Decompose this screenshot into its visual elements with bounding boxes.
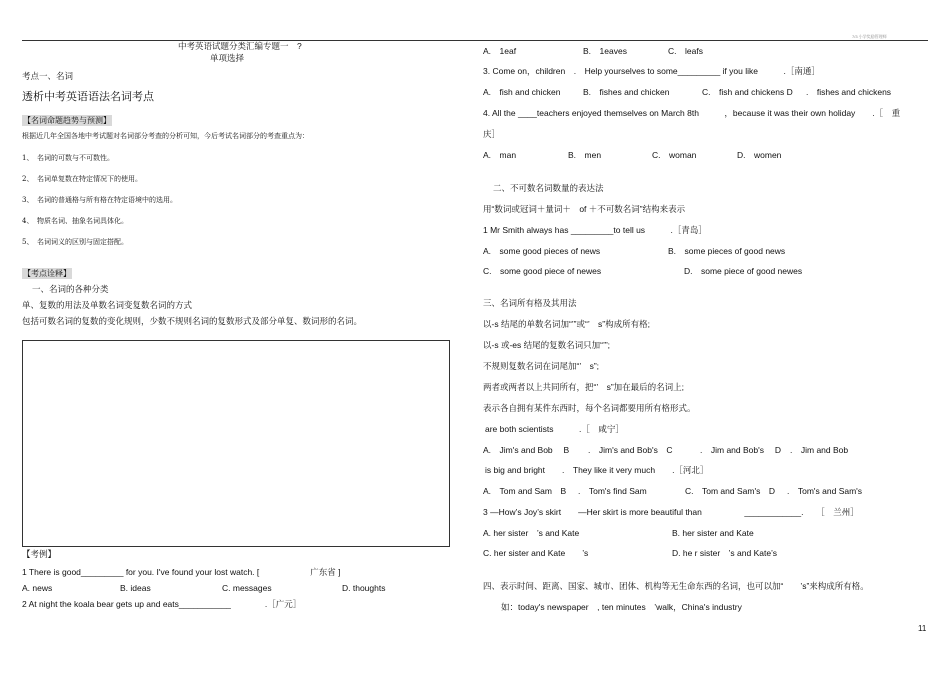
section-3-title: 三、名词所有格及其用法 <box>483 298 577 308</box>
q6-option-a: A. Jim's and Bob B <box>483 445 570 455</box>
doc-title: 中考英语试题分类汇编专题一 ? <box>178 41 302 51</box>
page-header: 7/3 小学奖励管理师 <box>852 34 887 39</box>
doc-subtitle: 单项选择 <box>210 53 245 63</box>
section-1-title: 一、名词的各种分类 <box>32 284 109 294</box>
rule-item: 两者或两者以上共同所有，把“’ s”加在最后的名词上; <box>483 382 685 392</box>
rule-item: 以-s 结尾的单数名词加“’”或“’ s”构成所有格; <box>483 319 650 329</box>
question-2: 2 At night the koala bear gets up and eats___________ .［广元］ <box>22 599 302 609</box>
question-3: 3. Come on，children . Help yourselves to some_________ if you like .［南通］ <box>483 66 820 76</box>
question-7: is big and bright . They like it very much .［河北］ <box>485 465 709 475</box>
q8-option-a: A. her sister ’s and Kate <box>483 528 580 538</box>
q7-option-b: . Tom's find Sam <box>578 486 647 496</box>
q1-option-a: A. news <box>22 583 53 593</box>
page-number: 11 <box>918 624 927 633</box>
q8-option-d: D. he r sister ’s and Kate’s <box>672 548 778 558</box>
q1-option-c: C. messages <box>222 583 272 593</box>
q1-option-b: B. ideas <box>120 583 151 593</box>
q1-option-d: D. thoughts <box>342 583 386 593</box>
question-4: 4. All the ____teachers enjoyed themselves on March 8th ，because it was their own holiday .［ 重 <box>483 108 901 118</box>
q4-option-d: D. women <box>737 150 782 160</box>
q5-option-b: B. some pieces of good news <box>668 246 786 256</box>
rule-item: 不规则复数名词在词尾加“’ s”; <box>483 361 600 371</box>
question-6: are both scientists .［ 咸宁］ <box>485 424 624 434</box>
q2-option-c: C. leafs <box>668 46 703 56</box>
question-1: 1 There is good_________ for you. I've found your lost watch. [ 广东省 ] <box>22 567 341 577</box>
example-label: 【考例】 <box>22 549 57 559</box>
point-item: 4、 物质名词、抽象名词具体化。 <box>22 217 128 225</box>
q4-option-a: A. man <box>483 150 517 160</box>
point-item: 1、 名词的可数与不可数性。 <box>22 154 114 162</box>
q6-option-d: . Jim and Bob <box>790 445 849 455</box>
q8-option-b: B. her sister and Kate <box>672 528 754 538</box>
q8-option-c: C. her sister and Kate ’s <box>483 548 589 558</box>
q3-option-a: A. fish and chicken <box>483 87 561 97</box>
section-4-title: 四、表示时间、距离、国家、城市、团体、机构等无生命东西的名词，也可以加“ ’s”来构成所有格。 <box>483 581 869 591</box>
rule-item: 以-s 或-es 结尾的复数名词只加“’”; <box>483 340 611 350</box>
section-1b: 包括可数名词的复数的变化规则，少数不规则名词的复数形式及部分单复、数词形的名词。 <box>22 316 363 326</box>
content-box <box>22 340 450 547</box>
question-4-cont: 庆］ <box>483 129 501 139</box>
q4-option-b: B. men <box>568 150 602 160</box>
q6-option-c: . Jim and Bob's D <box>700 445 781 455</box>
trend-tag: 【名词命题趋势与预测】 <box>23 116 111 125</box>
section-1a: 单、复数的用法及单数名词变复数名词的方式 <box>22 300 193 310</box>
q6-option-b: . Jim's and Bob's C <box>588 445 673 455</box>
q7-option-c: C. Tom and Sam's D <box>685 486 775 496</box>
q2-option-b: B. 1eaves <box>583 46 627 56</box>
kaodian-title: 考点一、名词 <box>22 71 74 81</box>
q3-option-c: C. fish and chickens D <box>702 87 793 97</box>
section-heading: 透析中考英语语法名词考点 <box>22 90 154 103</box>
q5-option-c: C. some good piece of newes <box>483 266 602 276</box>
q5-option-a: A. some good pieces of news <box>483 246 601 256</box>
q5-option-d: D. some piece of good newes <box>684 266 803 276</box>
intro-text: 根据近几年全国各地中考试题对名词部分考查的分析可知，今后考试名词部分的考查重点为： <box>22 132 309 140</box>
q4-option-c: C. woman <box>652 150 697 160</box>
q3-option-b: B. fishes and chicken <box>583 87 670 97</box>
rule-item: 表示各自拥有某件东西时，每个名词都要用所有格形式。 <box>483 403 696 413</box>
q7-option-d: . Tom's and Sam's <box>787 486 863 496</box>
q2-option-a: A. 1eaf <box>483 46 517 56</box>
header-rule <box>22 40 928 41</box>
section-4a: 如：today's newspaper , ten minutes ’walk，China's industry <box>501 602 742 612</box>
question-8: 3 —How’s Joy’s skirt —Her skirt is more beautiful than ____________. ［ 兰州］ <box>483 507 859 517</box>
q3-option-d: . fishes and chickens <box>806 87 892 97</box>
q7-option-a: A. Tom and Sam B <box>483 486 567 496</box>
explain-tag: 【考点诠释】 <box>23 269 71 278</box>
section-2a: 用“数词或冠词＋量词＋ of ＋不可数名词”结构来表示 <box>483 204 686 214</box>
point-item: 2、 名词单复数在特定情况下的使用。 <box>22 175 142 183</box>
point-item: 5、 名词词义的区别与固定搭配。 <box>22 238 128 246</box>
section-2-title: 二、不可数名词数量的表达法 <box>493 183 604 193</box>
question-5: 1 Mr Smith always has _________to tell us .［青岛］ <box>483 225 707 235</box>
point-item: 3、 名词的普通格与所有格在特定语境中的选用。 <box>22 196 177 204</box>
